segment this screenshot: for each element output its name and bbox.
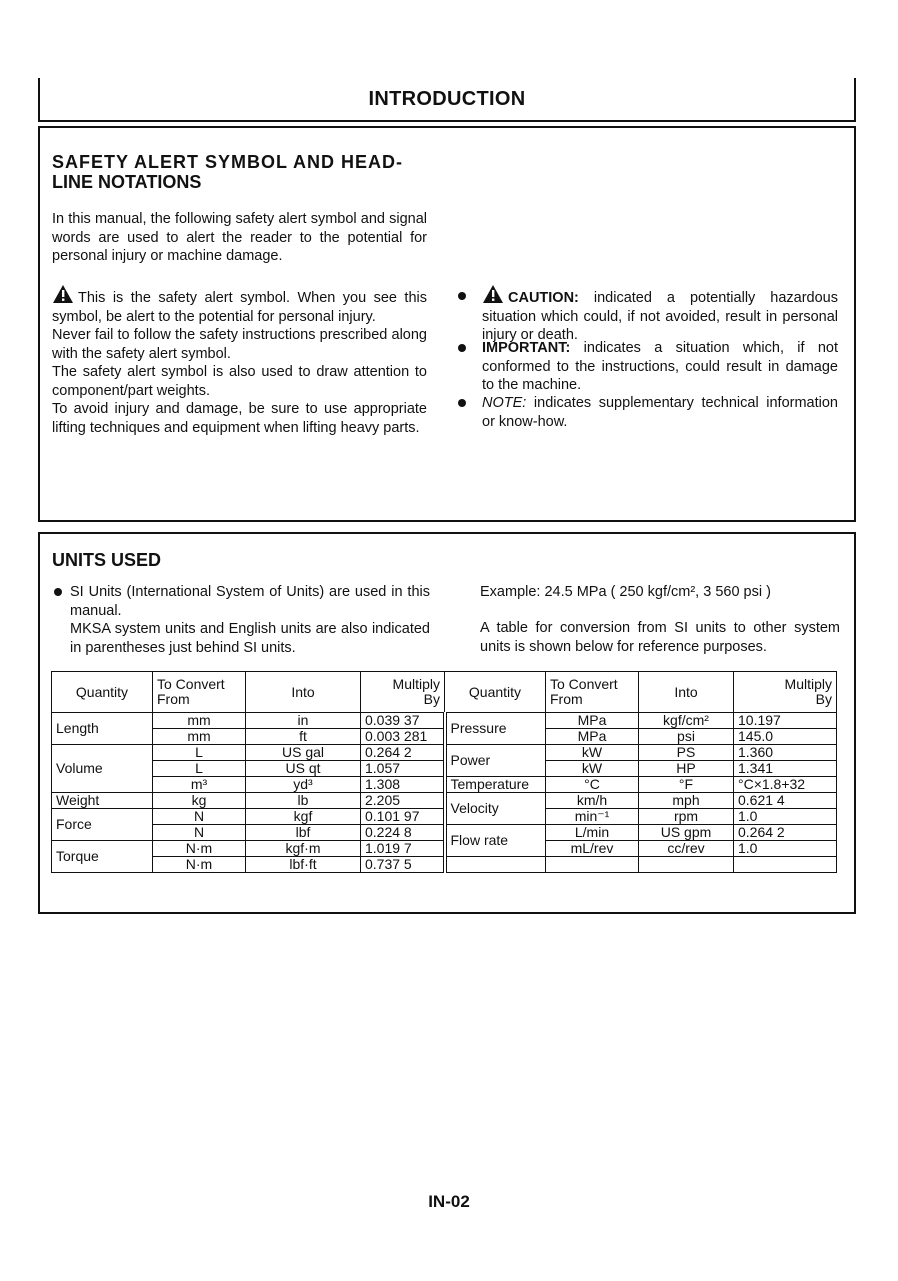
from-unit-cell: mm [153, 713, 246, 729]
left-paragraph-2: Never fail to follow the safety instructions prescribed along with the safety alert symbol. [52, 327, 427, 362]
into-unit-cell: in [246, 713, 361, 729]
into-unit-cell: kgf [246, 809, 361, 825]
table-row [52, 857, 837, 873]
caution-text: indicated a potentially hazardous situation which could, if not avoided, result in personal injury or death. [482, 290, 838, 343]
from-unit-cell: °C [546, 777, 639, 793]
from-unit-cell: N [153, 809, 246, 825]
from-unit-cell: kW [546, 745, 639, 761]
bullet-dot-icon [458, 344, 466, 352]
multiply-cell: 1.308 [361, 777, 445, 793]
multiply-cell: 0.003 281 [361, 729, 445, 745]
into-unit-cell: lb [246, 793, 361, 809]
from-unit-cell: min⁻¹ [546, 809, 639, 825]
into-unit-cell: US qt [246, 761, 361, 777]
table-note: A table for conversion from SI units to other system units is shown below for reference purposes. [480, 620, 840, 655]
into-unit-cell: US gal [246, 745, 361, 761]
note-item [482, 394, 838, 431]
left-paragraph-3: The safety alert symbol is also used to draw attention to component/part weights. [52, 364, 427, 399]
from-unit-cell: kg [153, 793, 246, 809]
left-paragraph-4: To avoid injury and damage, be sure to use appropriate lifting techniques and equipment when lifting heavy parts. [52, 401, 427, 436]
header-quantity: Quantity [445, 672, 546, 713]
note-text: indicates supplementary technical information or know-how. [482, 395, 838, 430]
multiply-cell: 1.360 [734, 745, 837, 761]
alert-text: This is the safety alert symbol. When you see this symbol, be alert to the potential for personal injury. [52, 290, 427, 325]
header-multiply: Multiply By [734, 672, 837, 713]
into-unit-cell: lbf [246, 825, 361, 841]
into-unit-cell: °F [639, 777, 734, 793]
important-item [482, 339, 838, 395]
quantity-cell: Volume [52, 745, 153, 793]
quantity-cell: Force [52, 809, 153, 841]
from-unit-cell: N·m [153, 841, 246, 857]
multiply-cell: 0.264 2 [361, 745, 445, 761]
multiply-cell: 1.057 [361, 761, 445, 777]
safety-title-line1: SAFETY ALERT SYMBOL AND HEAD- [52, 152, 404, 172]
multiply-cell: 1.341 [734, 761, 837, 777]
header-from: To Convert From [546, 672, 639, 713]
into-unit-cell: yd³ [246, 777, 361, 793]
multiply-cell: 0.621 4 [734, 793, 837, 809]
safety-left-column [52, 284, 427, 437]
empty-cell [734, 857, 837, 873]
from-unit-cell: N [153, 825, 246, 841]
important-label: IMPORTANT: [482, 340, 571, 356]
multiply-cell: °C×1.8+32 [734, 777, 837, 793]
into-unit-cell: PS [639, 745, 734, 761]
si-units-text: SI Units (International System of Units) are used in this manual. [70, 584, 430, 619]
from-unit-cell: MPa [546, 713, 639, 729]
conversion-table [51, 671, 837, 873]
safety-section [38, 126, 856, 522]
quantity-cell: Length [52, 713, 153, 745]
table-header-row [52, 672, 837, 713]
table-row [52, 809, 837, 825]
into-unit-cell: kgf·m [246, 841, 361, 857]
into-unit-cell: ft [246, 729, 361, 745]
header-from: To Convert From [153, 672, 246, 713]
quantity-cell: Velocity [445, 793, 546, 825]
si-units-item [70, 583, 430, 657]
into-unit-cell: kgf/cm² [639, 713, 734, 729]
from-unit-cell: kW [546, 761, 639, 777]
multiply-cell: 145.0 [734, 729, 837, 745]
caution-item [482, 284, 838, 345]
alert-paragraph [52, 284, 427, 326]
from-unit-cell: L/min [546, 825, 639, 841]
mksa-units-text: MKSA system units and English units are also indicated in parentheses just behind SI units. [70, 621, 430, 656]
warning-triangle-icon [482, 284, 504, 304]
quantity-cell: Weight [52, 793, 153, 809]
quantity-cell: Power [445, 745, 546, 777]
header-multiply: Multiply By [361, 672, 445, 713]
multiply-cell: 0.101 97 [361, 809, 445, 825]
from-unit-cell: km/h [546, 793, 639, 809]
table-row [52, 841, 837, 857]
into-unit-cell: rpm [639, 809, 734, 825]
from-unit-cell: MPa [546, 729, 639, 745]
table-row [52, 777, 837, 793]
important-text: indicates a situation which, if not conformed to the instructions, could result in damage to the machine. [482, 340, 838, 393]
multiply-cell: 1.0 [734, 809, 837, 825]
safety-intro: In this manual, the following safety alert symbol and signal words are used to alert the reader to the potential for personal injury or machine damage. [52, 211, 427, 264]
header-box [38, 78, 856, 122]
into-unit-cell: cc/rev [639, 841, 734, 857]
quantity-cell: Flow rate [445, 825, 546, 857]
safety-title-line2: LINE NOTATIONS [52, 172, 202, 192]
header-into: Into [246, 672, 361, 713]
header-quantity: Quantity [52, 672, 153, 713]
empty-cell [445, 857, 546, 873]
table-row [52, 729, 837, 745]
into-unit-cell: mph [639, 793, 734, 809]
from-unit-cell: L [153, 745, 246, 761]
bullet-dot-icon [458, 399, 466, 407]
page-title: INTRODUCTION [368, 88, 526, 110]
quantity-cell: Torque [52, 841, 153, 873]
example-text: Example: 24.5 MPa ( 250 kgf/cm², 3 560 psi ) [480, 584, 771, 600]
into-unit-cell: lbf·ft [246, 857, 361, 873]
multiply-cell: 1.019 7 [361, 841, 445, 857]
empty-cell [639, 857, 734, 873]
note-label: NOTE: [482, 395, 527, 411]
quantity-cell: Temperature [445, 777, 546, 793]
multiply-cell: 0.737 5 [361, 857, 445, 873]
multiply-cell: 0.039 37 [361, 713, 445, 729]
into-unit-cell: HP [639, 761, 734, 777]
from-unit-cell: mL/rev [546, 841, 639, 857]
from-unit-cell: mm [153, 729, 246, 745]
multiply-cell: 2.205 [361, 793, 445, 809]
multiply-cell: 10.197 [734, 713, 837, 729]
bullet-dot-icon [54, 588, 62, 596]
table-row [52, 713, 837, 729]
page-number: IN-02 [428, 1192, 470, 1211]
table-row [52, 825, 837, 841]
table-row [52, 745, 837, 761]
quantity-cell: Pressure [445, 713, 546, 745]
table-row [52, 793, 837, 809]
warning-triangle-icon [52, 284, 74, 304]
multiply-cell: 1.0 [734, 841, 837, 857]
into-unit-cell: psi [639, 729, 734, 745]
safety-title [52, 152, 403, 192]
from-unit-cell: m³ [153, 777, 246, 793]
multiply-cell: 0.224 8 [361, 825, 445, 841]
from-unit-cell: N·m [153, 857, 246, 873]
from-unit-cell: L [153, 761, 246, 777]
header-into: Into [639, 672, 734, 713]
caution-label: CAUTION: [508, 290, 579, 306]
into-unit-cell: US gpm [639, 825, 734, 841]
units-title: UNITS USED [52, 550, 162, 570]
bullet-dot-icon [458, 292, 466, 300]
multiply-cell: 0.264 2 [734, 825, 837, 841]
empty-cell [546, 857, 639, 873]
table-row [52, 761, 837, 777]
